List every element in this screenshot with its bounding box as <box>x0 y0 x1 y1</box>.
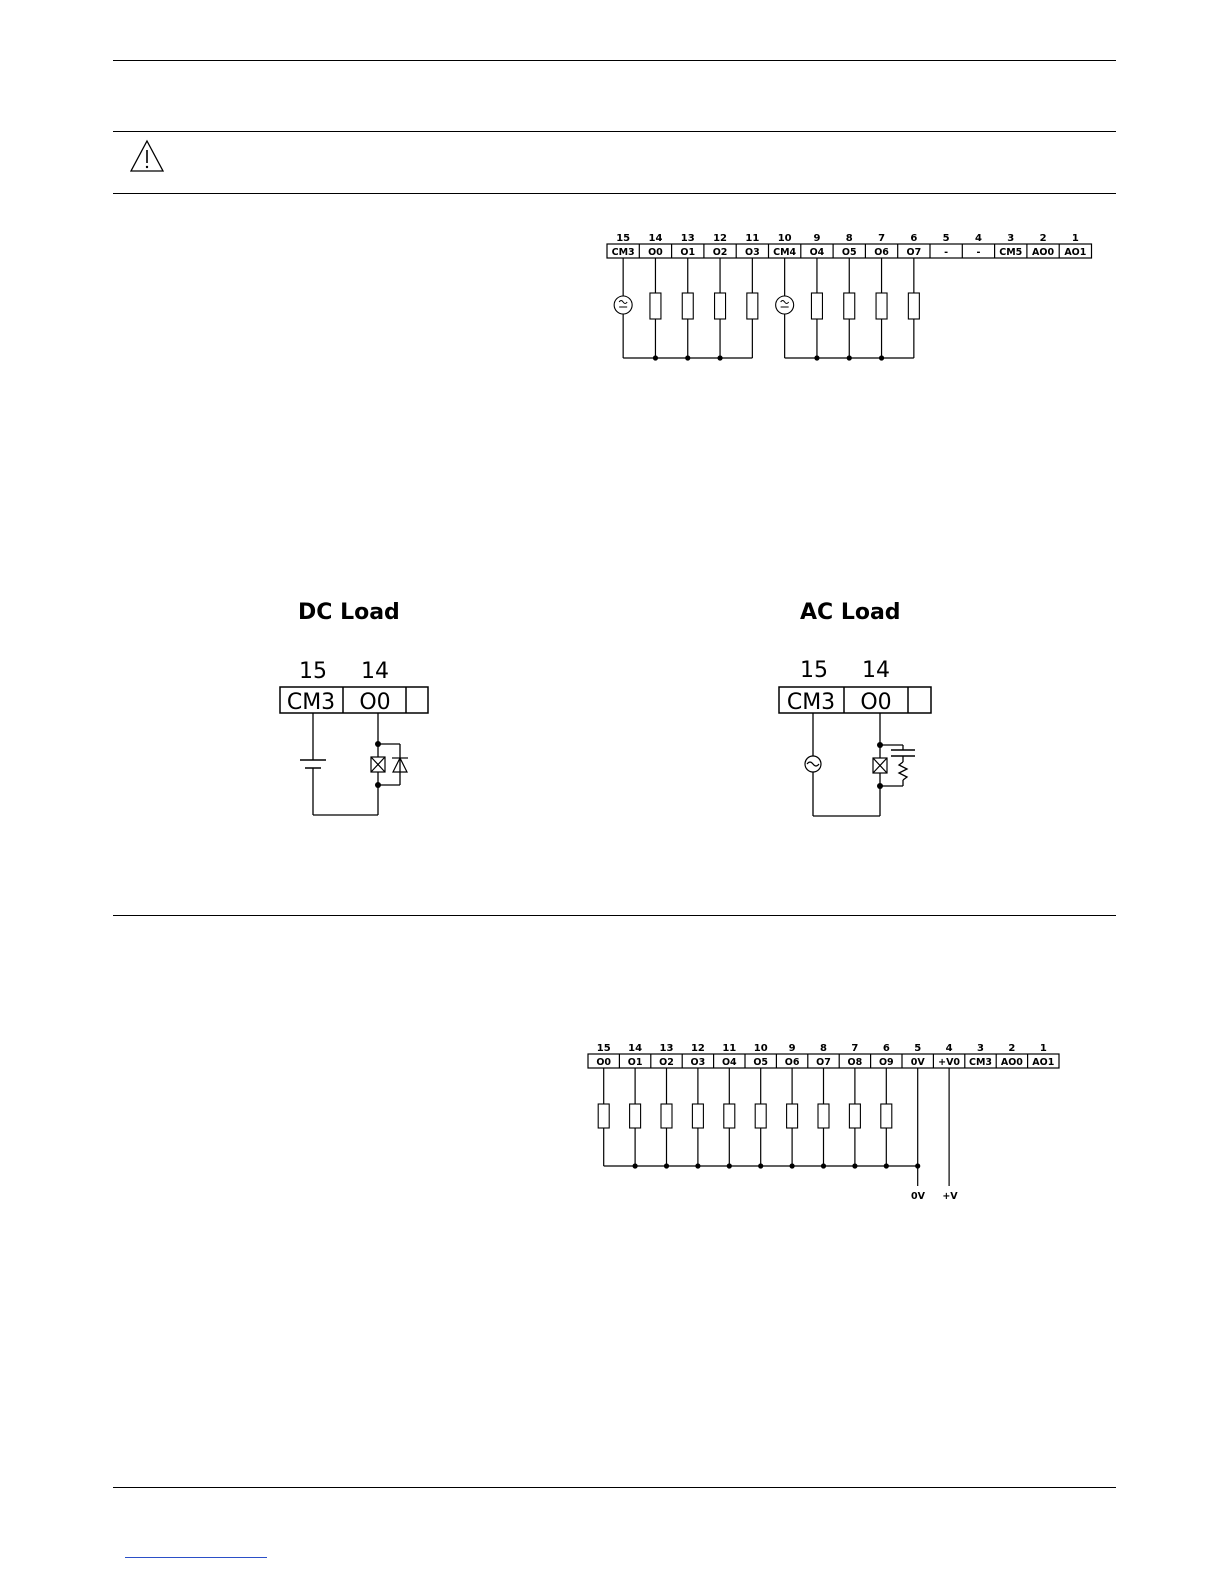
resistor-load-icon <box>692 1068 703 1166</box>
terminal-number: 15 <box>616 233 631 244</box>
terminal-label: O0 <box>648 247 663 258</box>
terminal-label: CM4 <box>773 247 797 258</box>
terminal-number: 12 <box>713 233 728 244</box>
section-rule <box>113 915 1116 916</box>
resistor-load-icon <box>630 1068 641 1166</box>
wiring <box>598 1068 949 1186</box>
terminal-label: O4 <box>809 247 825 258</box>
terminal-number: 14 <box>648 233 663 244</box>
capacitor-icon <box>891 750 915 756</box>
terminal-label: O7 <box>816 1057 831 1068</box>
transistor-output-wiring-diagram <box>0 1035 1224 1210</box>
terminal-label: O6 <box>874 247 889 258</box>
resistor-load-icon <box>661 1068 672 1166</box>
dc-terminal-number: 15 <box>299 659 327 684</box>
terminal-label: AO0 <box>1000 1057 1023 1068</box>
ac-terminal-label: CM3 <box>786 690 836 715</box>
resistor-load-icon <box>747 258 758 358</box>
terminal-label: +V0 <box>938 1057 961 1068</box>
terminal-label: 0V <box>910 1057 925 1068</box>
terminal-number: 9 <box>788 1043 796 1054</box>
terminal-number: 14 <box>628 1043 643 1054</box>
terminal-label: O5 <box>753 1057 769 1068</box>
terminal-number: 7 <box>851 1043 859 1054</box>
ac-source-icon <box>776 258 794 358</box>
resistor-load-icon <box>849 1068 860 1166</box>
terminal-number: 5 <box>942 233 950 244</box>
terminal-label: - <box>944 247 949 258</box>
supply-label-0v: 0V <box>911 1191 925 1202</box>
terminal-number: 4 <box>974 233 982 244</box>
resistor-load-icon <box>908 258 919 358</box>
footer-rule <box>113 1487 1116 1488</box>
terminal-label: O0 <box>596 1057 612 1068</box>
terminal-label: AO1 <box>1064 247 1087 258</box>
terminal-number: 12 <box>690 1043 705 1054</box>
resistor-load-icon <box>682 258 693 358</box>
resistor-load-icon <box>811 258 822 358</box>
terminal-label: CM3 <box>968 1057 993 1068</box>
terminal-label: O1 <box>627 1057 643 1068</box>
terminal-number: 13 <box>659 1043 674 1054</box>
terminal-label: CM3 <box>611 247 635 258</box>
supply-label-plus-v: +V <box>942 1191 958 1202</box>
terminal-label: O7 <box>906 247 922 258</box>
ac-terminal-number: 14 <box>862 658 890 683</box>
terminal-number: 11 <box>722 1043 737 1054</box>
dc-load-title: DC Load <box>298 600 400 625</box>
terminal-strip <box>588 1043 1059 1068</box>
resistor-load-icon <box>876 258 887 358</box>
terminal-number: 6 <box>910 233 918 244</box>
terminal-label: CM5 <box>999 247 1023 258</box>
terminal-label: O8 <box>847 1057 863 1068</box>
resistor-load-icon <box>844 258 855 358</box>
terminal-number: 3 <box>977 1043 984 1054</box>
warning-bottom-rule <box>113 193 1116 194</box>
terminal-label: O2 <box>712 247 728 258</box>
terminal-number: 10 <box>753 1043 768 1054</box>
terminal-number: 4 <box>945 1043 953 1054</box>
ac-load-diagram <box>0 650 1224 830</box>
terminal-number: 9 <box>813 233 821 244</box>
ac-terminal-label: O0 <box>860 690 892 715</box>
relay-output-wiring-diagram <box>0 225 1224 375</box>
footer-link-underline[interactable] <box>125 1557 267 1558</box>
resistor-load-icon <box>787 1068 798 1166</box>
resistor-load-icon <box>881 1068 892 1166</box>
terminal-number: 6 <box>882 1043 890 1054</box>
terminal-number: 15 <box>596 1043 611 1054</box>
terminal-label: O5 <box>841 247 857 258</box>
terminal-label: O9 <box>878 1057 894 1068</box>
ac-source-icon <box>805 756 821 772</box>
resistor-load-icon <box>650 258 661 358</box>
resistor-load-icon <box>598 1068 609 1166</box>
terminal-label: AO1 <box>1032 1057 1055 1068</box>
resistor-load-icon <box>724 1068 735 1166</box>
terminal-label: O4 <box>721 1057 737 1068</box>
terminal-number: 3 <box>1007 233 1015 244</box>
header-rule <box>113 60 1116 61</box>
wiring <box>614 258 919 361</box>
resistor-load-icon <box>715 258 726 358</box>
dc-terminal-label: CM3 <box>286 690 336 715</box>
terminal-number: 10 <box>777 233 792 244</box>
ac-load-title: AC Load <box>800 600 901 625</box>
resistor-load-icon <box>755 1068 766 1166</box>
relay-coil-icon <box>873 758 887 773</box>
dc-terminal-number: 14 <box>361 659 389 684</box>
terminal-number: 2 <box>1008 1043 1016 1054</box>
terminal-label: O2 <box>659 1057 674 1068</box>
terminal-label: - <box>976 247 981 258</box>
warning-top-rule <box>113 131 1116 132</box>
resistor-load-icon <box>818 1068 829 1166</box>
terminal-label: O1 <box>680 247 696 258</box>
terminal-number: 1 <box>1071 233 1079 244</box>
terminal-number: 7 <box>878 233 886 244</box>
terminal-number: 8 <box>820 1043 827 1054</box>
ac-source-icon <box>614 258 632 358</box>
dc-terminal-label: O0 <box>359 690 391 715</box>
terminal-number: 1 <box>1039 1043 1047 1054</box>
terminal-label: O6 <box>784 1057 800 1068</box>
terminal-number: 2 <box>1039 233 1047 244</box>
warning-triangle-icon <box>129 139 165 173</box>
terminal-number: 5 <box>914 1043 922 1054</box>
terminal-strip <box>607 233 1092 258</box>
terminal-label: O3 <box>745 247 760 258</box>
terminal-number: 8 <box>845 233 853 244</box>
terminal-number: 13 <box>680 233 695 244</box>
terminal-label: O3 <box>690 1057 706 1068</box>
terminal-label: AO0 <box>1032 247 1055 258</box>
terminal-number: 11 <box>745 233 760 244</box>
ac-terminal-number: 15 <box>800 658 828 683</box>
